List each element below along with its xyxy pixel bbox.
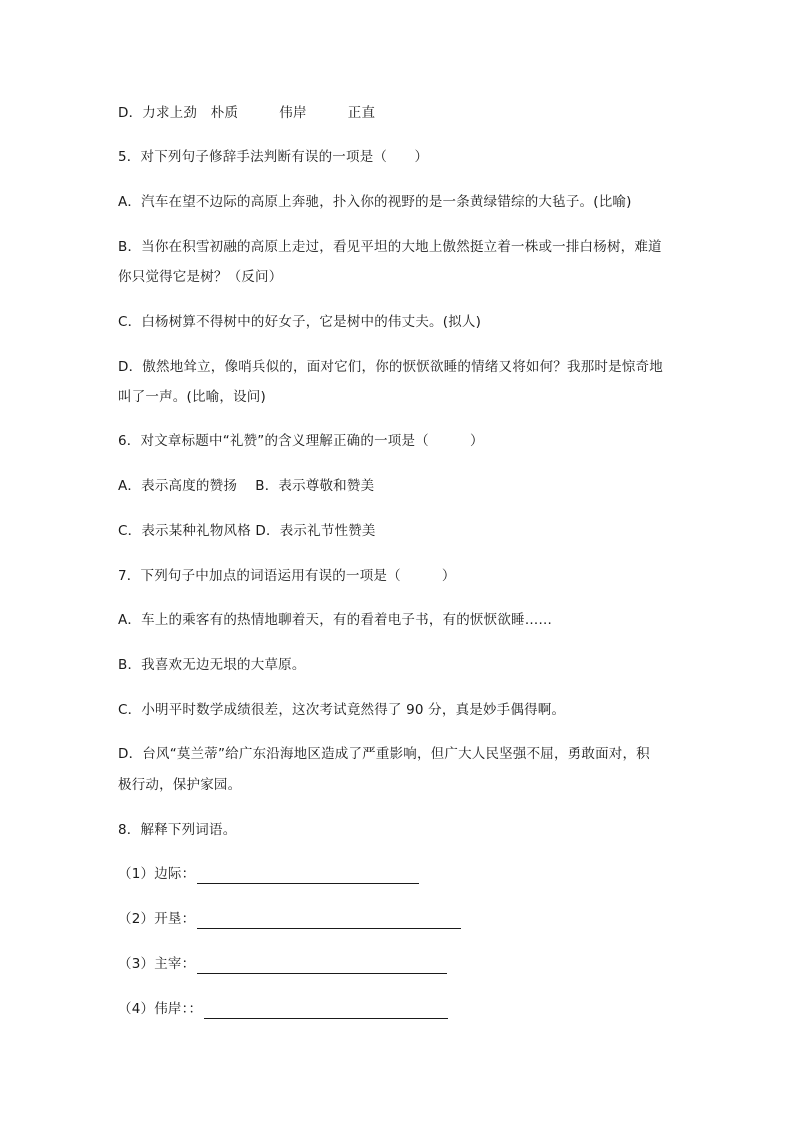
q5-option-d-line2: 叫了一声。(比喻，设问) bbox=[118, 389, 266, 405]
q7-stem: 7．下列句子中加点的词语运用有误的一项是（ ） bbox=[118, 568, 456, 584]
q5-option-c: C．白杨树算不得树中的好女子，它是树中的伟丈夫。(拟人) bbox=[118, 314, 482, 330]
q8-item-4-answer-blank[interactable] bbox=[204, 1004, 448, 1019]
q7-option-b: B．我喜欢无边无垠的大草原。 bbox=[118, 657, 306, 673]
q8-item-3-label: （3）主宰： bbox=[118, 956, 196, 972]
q8-item-1-answer-blank[interactable] bbox=[197, 869, 419, 884]
q7-option-c: C．小明平时数学成绩很差，这次考试竟然得了 90 分，真是妙手偶得啊。 bbox=[118, 702, 566, 718]
q8-item-2 bbox=[118, 909, 461, 929]
q5-stem: 5．对下列句子修辞手法判断有误的一项是（ ） bbox=[118, 149, 429, 165]
q8-item-2-label: （2）开垦： bbox=[118, 911, 196, 927]
q6-options-ab: A．表示高度的赞扬 B．表示尊敬和赞美 bbox=[118, 478, 375, 494]
q6-stem: 6．对文章标题中“礼赞”的含义理解正确的一项是（ ） bbox=[118, 433, 484, 449]
q8-item-1 bbox=[118, 864, 419, 884]
q5-option-b-line2: 你只觉得它是树？（反问） bbox=[118, 269, 283, 285]
q8-item-1-label: （1）边际： bbox=[118, 866, 196, 882]
q6-options-cd: C．表示某种礼物风格 D．表示礼节性赞美 bbox=[118, 523, 376, 539]
q4-option-d: D．力求上劲 朴质 伟岸 正直 bbox=[118, 105, 376, 121]
q5-option-a: A．汽车在望不边际的高原上奔驰，扑入你的视野的是一条黄绿错综的大毡子。(比喻) bbox=[118, 194, 632, 210]
q8-item-4 bbox=[118, 999, 448, 1019]
q7-option-a: A．车上的乘客有的热情地聊着天，有的看着电子书，有的恹恹欲睡…… bbox=[118, 612, 553, 628]
q7-option-d-line2: 极行动，保护家园。 bbox=[118, 777, 242, 793]
q8-item-2-answer-blank[interactable] bbox=[197, 914, 461, 929]
q8-stem: 8．解释下列词语。 bbox=[118, 822, 237, 838]
q7-option-d-line1: D．台风“莫兰蒂”给广东沿海地区造成了严重影响，但广大人民坚强不屈，勇敢面对，积 bbox=[118, 746, 650, 762]
q5-option-d-line1: D．傲然地耸立，像哨兵似的，面对它们，你的恹恹欲睡的情绪又将如何？我那时是惊奇地 bbox=[118, 359, 663, 375]
q8-item-4-label: （4）伟岸：： bbox=[118, 1001, 203, 1017]
q8-item-3-answer-blank[interactable] bbox=[197, 959, 447, 974]
q5-option-b-line1: B．当你在积雪初融的高原上走过，看见平坦的大地上傲然挺立着一株或一排白杨树，难道 bbox=[118, 239, 662, 255]
q8-item-3 bbox=[118, 954, 447, 974]
